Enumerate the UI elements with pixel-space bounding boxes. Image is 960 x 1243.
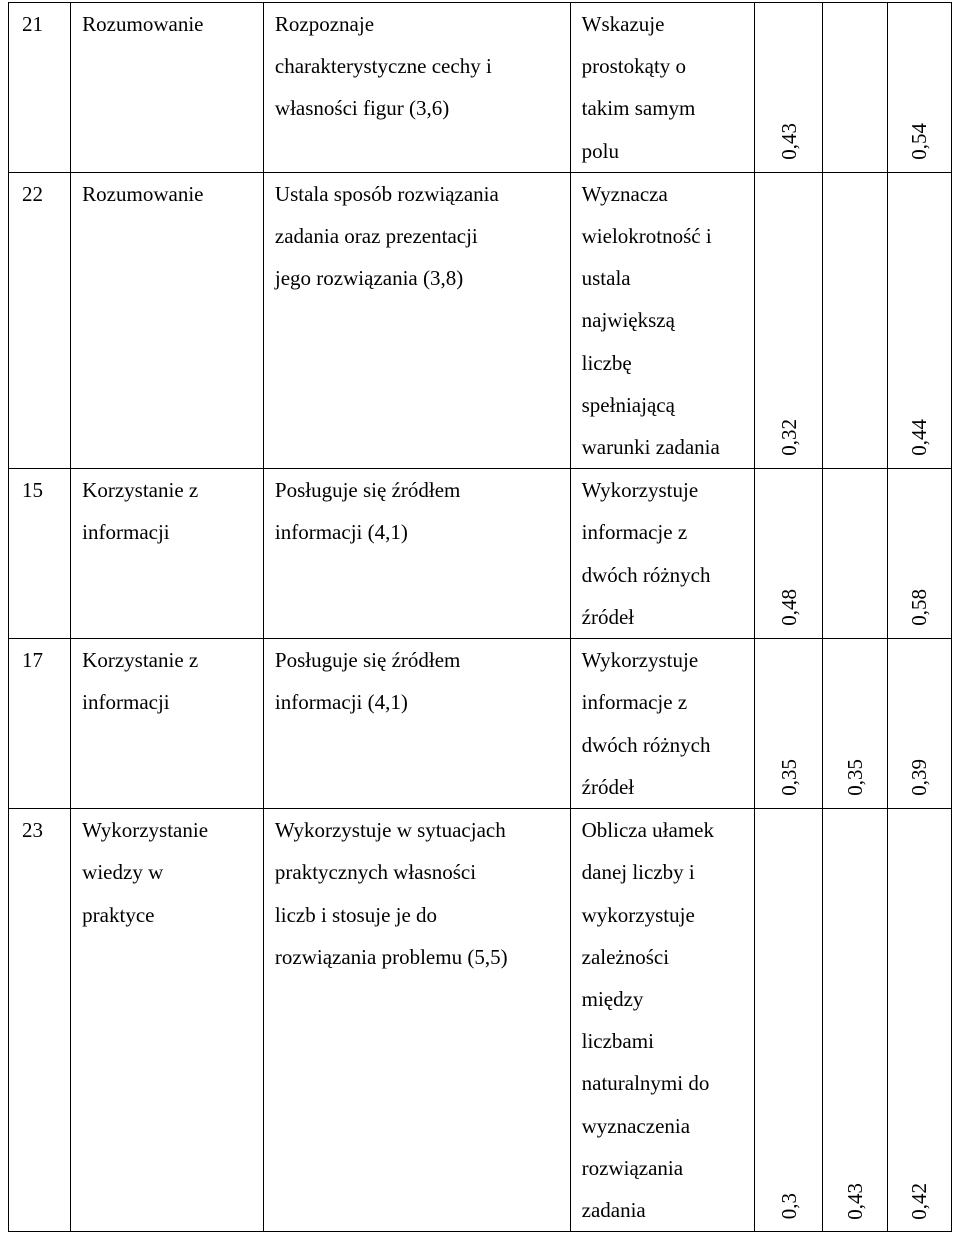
task-description-line: źródeł	[581, 774, 635, 799]
value-1: 0,48	[776, 589, 801, 627]
requirement-line: informacji (4,1)	[274, 520, 408, 545]
skill-area-line: praktyce	[82, 902, 155, 927]
value-cell-3	[887, 3, 951, 173]
task-description-line: Wykorzystuje	[581, 478, 699, 503]
task-number: 23	[9, 809, 71, 1232]
value-3: 0,58	[907, 589, 932, 627]
task-description-line: wielokrotność i	[581, 224, 712, 249]
requirement-line: Wykorzystuje w sytuacjach	[274, 818, 506, 843]
value-cell-3	[887, 639, 951, 809]
requirement-cell	[263, 809, 570, 1232]
value-cell-2	[823, 469, 887, 639]
requirement-line: Ustala sposób rozwiązania	[274, 181, 499, 206]
value-cell-2	[823, 809, 887, 1232]
value-2: 0,43	[843, 1182, 868, 1220]
value-cell-1	[755, 469, 823, 639]
task-description-line: dwóch różnych	[581, 562, 711, 587]
task-description-line: polu	[581, 138, 619, 163]
table-row	[9, 809, 952, 1232]
task-description-line: danej liczby i	[581, 860, 695, 885]
requirement-line: charakterystyczne cechy i	[274, 54, 492, 79]
skill-area-cell	[71, 639, 264, 809]
skill-area-line: wiedzy w	[82, 860, 164, 885]
skill-area-line: Wykorzystanie	[82, 818, 209, 843]
requirement-line: jego rozwiązania (3,8)	[274, 266, 464, 291]
value-1: 0,3	[776, 1193, 801, 1220]
skill-area-line: Korzystanie z	[82, 648, 199, 673]
value-1: 0,32	[776, 419, 801, 457]
task-description-line: zadania	[581, 1198, 646, 1223]
table-row	[9, 469, 952, 639]
value-cell-1	[755, 3, 823, 173]
requirement-line: liczb i stosuje je do	[274, 902, 438, 927]
skill-area-line: Rozumowanie	[82, 12, 204, 36]
requirement-line: informacji (4,1)	[274, 690, 408, 715]
value-1: 0,35	[776, 759, 801, 797]
requirement-cell	[263, 172, 570, 468]
task-description-line: spełniającą	[581, 392, 675, 417]
value-cell-1	[755, 809, 823, 1232]
value-cell-2	[823, 172, 887, 468]
skill-area-cell	[71, 3, 264, 173]
task-description-line: liczbami	[581, 1029, 654, 1054]
task-description-line: ustala	[581, 266, 631, 291]
value-cell-1	[755, 172, 823, 468]
value-cell-3	[887, 172, 951, 468]
task-description-line: informacje z	[581, 690, 688, 715]
requirement-line: Rozpoznaje	[274, 12, 375, 36]
requirement-line: praktycznych własności	[274, 860, 477, 885]
task-description-line: Wykorzystuje	[581, 648, 699, 673]
task-description-line: Oblicza ułamek	[581, 818, 714, 843]
value-cell-2	[823, 639, 887, 809]
task-description-line: Wskazuje	[581, 12, 665, 36]
table-body	[9, 3, 952, 1232]
requirement-line: Posługuje się źródłem	[274, 648, 461, 673]
requirement-cell	[263, 469, 570, 639]
table-row	[9, 3, 952, 173]
task-description-cell	[570, 172, 754, 468]
task-description-line: zależności	[581, 944, 670, 969]
task-description-cell	[570, 639, 754, 809]
skill-area-line: Rozumowanie	[82, 181, 204, 206]
skill-area-cell	[71, 469, 264, 639]
skill-area-cell	[71, 809, 264, 1232]
value-cell-1	[755, 639, 823, 809]
task-description-line: największą	[581, 308, 675, 333]
requirement-line: zadania oraz prezentacji	[274, 224, 478, 249]
task-description-cell	[570, 809, 754, 1232]
results-table	[8, 2, 952, 1232]
value-3: 0,44	[907, 419, 932, 457]
value-3: 0,39	[907, 759, 932, 797]
task-description-line: takim samym	[581, 96, 696, 121]
task-description-line: źródeł	[581, 604, 635, 629]
task-description-line: rozwiązania	[581, 1155, 684, 1180]
value-2: 0,35	[843, 759, 868, 797]
skill-area-cell	[71, 172, 264, 468]
task-description-line: dwóch różnych	[581, 732, 711, 757]
table-row	[9, 172, 952, 468]
task-description-line: wyznaczenia	[581, 1113, 691, 1138]
value-cell-2	[823, 3, 887, 173]
task-description-line: wykorzystuje	[581, 902, 695, 927]
task-number: 21	[9, 3, 71, 173]
skill-area-line: informacji	[82, 520, 170, 545]
requirement-line: Posługuje się źródłem	[274, 478, 461, 503]
value-cell-3	[887, 469, 951, 639]
task-description-line: między	[581, 987, 644, 1012]
task-description-line: liczbę	[581, 350, 632, 375]
skill-area-line: informacji	[82, 690, 170, 715]
value-cell-3	[887, 809, 951, 1232]
requirement-line: własności figur (3,6)	[274, 96, 450, 121]
task-description-line: Wyznacza	[581, 181, 668, 206]
value-3: 0,54	[907, 123, 932, 160]
table-row	[9, 639, 952, 809]
task-description-line: informacje z	[581, 520, 688, 545]
task-description-line: prostokąty o	[581, 54, 687, 79]
value-1: 0,43	[776, 123, 801, 160]
task-description-line: warunki zadania	[581, 435, 720, 460]
value-3: 0,42	[907, 1182, 932, 1220]
task-number: 22	[9, 172, 71, 468]
requirement-line: rozwiązania problemu (5,5)	[274, 944, 508, 969]
task-number: 15	[9, 469, 71, 639]
task-number: 17	[9, 639, 71, 809]
skill-area-line: Korzystanie z	[82, 478, 199, 503]
requirement-cell	[263, 639, 570, 809]
task-description-line: naturalnymi do	[581, 1071, 710, 1096]
requirement-cell	[263, 3, 570, 173]
task-description-cell	[570, 469, 754, 639]
task-description-cell	[570, 3, 754, 173]
